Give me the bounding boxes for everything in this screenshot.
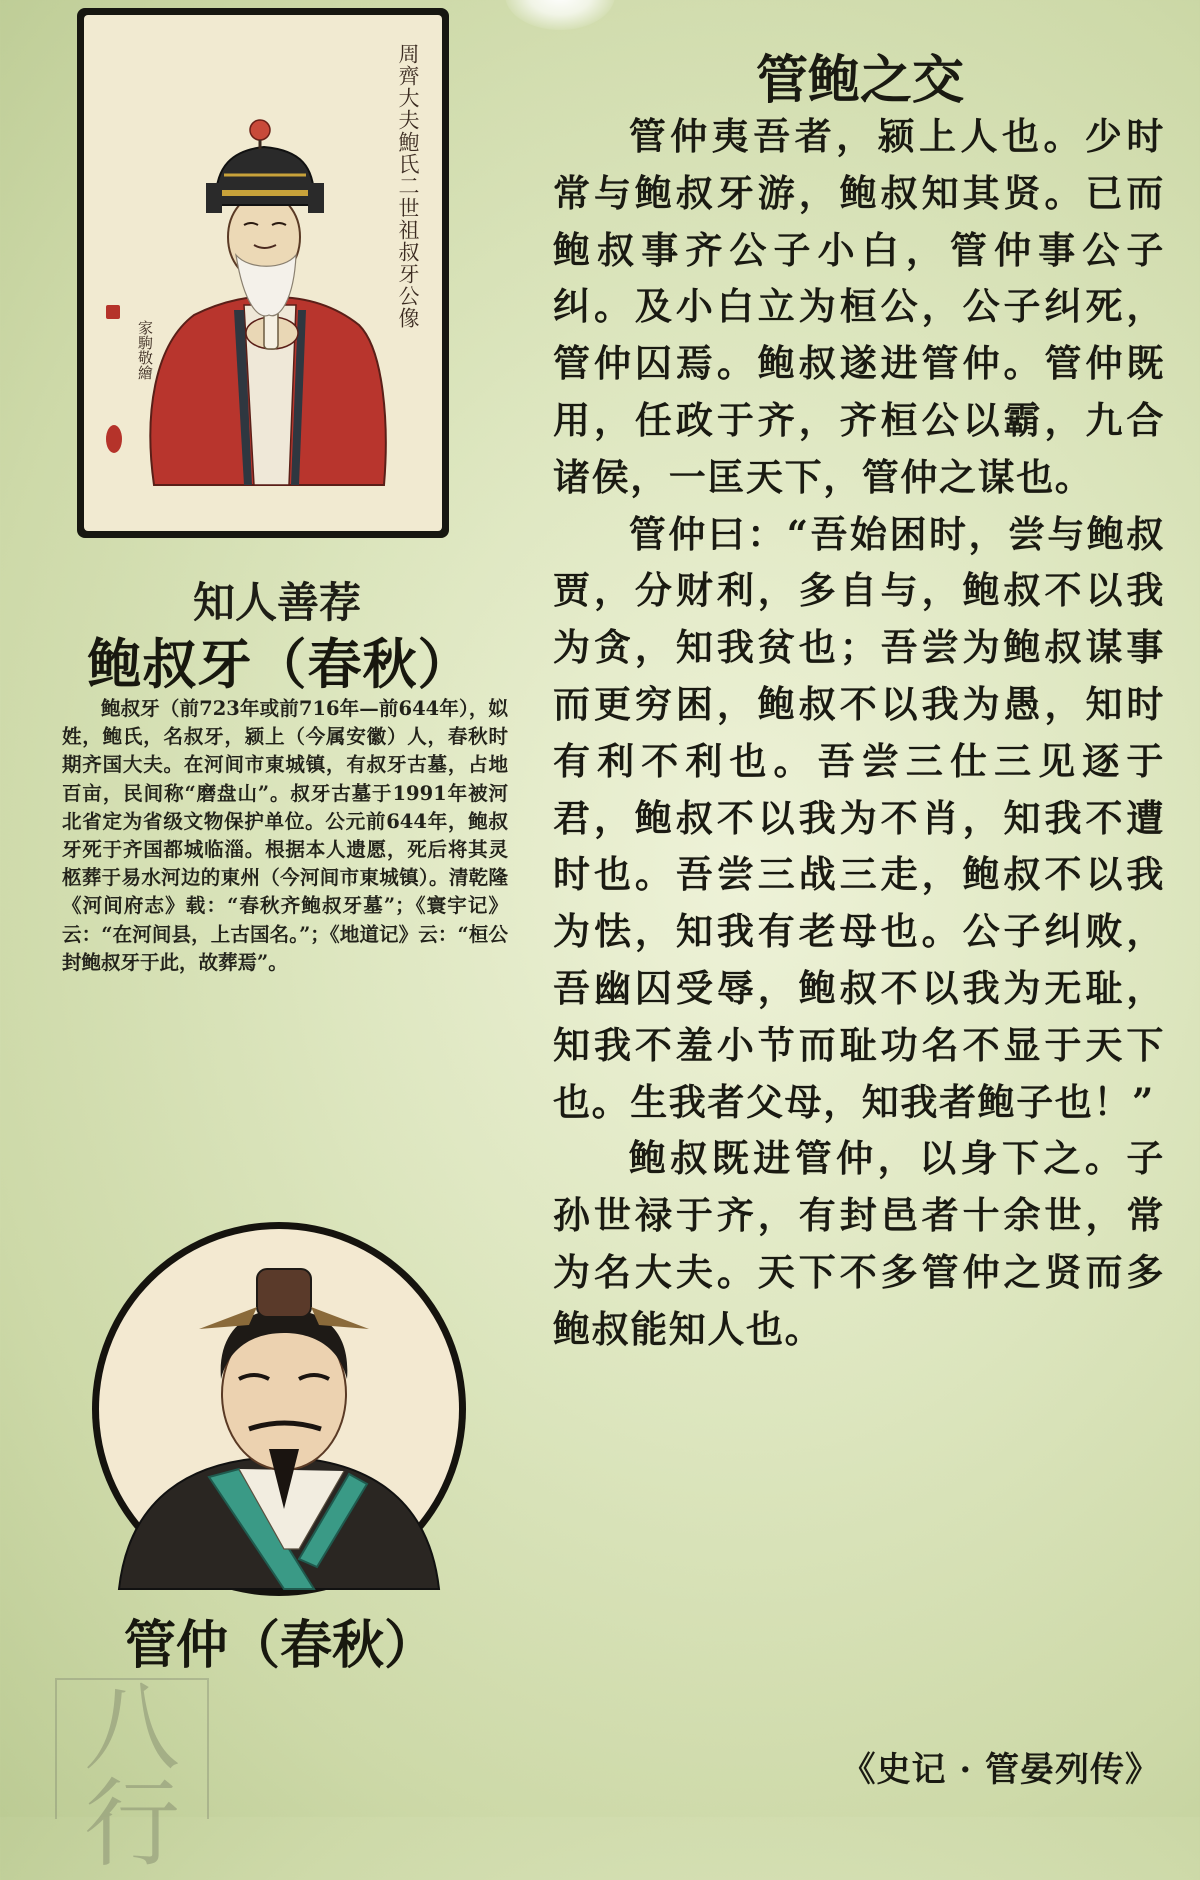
essay-paragraph: 管仲夷吾者，颍上人也。少时常与鲍叔牙游，鲍叔知其贤。已而鲍叔事齐公子小白，管仲事公子纠。及小白立为桓公，公子纠死，管仲囚焉。鲍叔遂进管仲。管仲既用，任政于齐，齐桓公以霸，九合诸侯，一匡天下，管仲之谋也。 — [553, 114, 1165, 499]
red-seal-icon — [106, 305, 120, 319]
guan-zhong-portrait — [92, 1222, 466, 1596]
bao-shuya-name: 鲍叔牙（春秋） — [87, 633, 473, 696]
painter-signature: 家駒敬繪 — [136, 320, 154, 380]
bao-shuya-figure — [84, 15, 442, 531]
bao-shuya-portrait — [77, 8, 449, 538]
bao-shuya-biography: 鲍叔牙（前723年或前716年—前644年），姒姓，鲍氏，名叔牙，颍上（今属安徽）人，春秋时期齐国大夫。在河间市東城镇，有叔牙古墓，占地百亩，民间称“磨盘山”。叔牙古墓于1991年被河北省定为省级文物保护单位。公元前644年，鲍叔牙死于齐国都城临淄。根据本人遗愿，死后将其灵柩葬于易水河边的東州（今河间市東城镇）。清乾隆《河间府志》载：“春秋齐鲍叔牙墓”；《寰宇记》云：“在河间县，上古国名。”；《地道记》云：“桓公封鲍叔牙于此，故葬焉”。 — [62, 697, 508, 974]
red-seal-icon — [106, 425, 122, 453]
faded-adjacent-panel-text: 八行 — [55, 1678, 209, 1819]
portrait-caption: 周齊大夫鮑氏二世祖叔牙公像 — [396, 43, 420, 329]
essay-body — [553, 108, 1165, 1358]
source-citation: 《史记 · 管晏列传》 — [841, 1750, 1160, 1790]
essay-paragraph: 鲍叔既进管仲，以身下之。子孙世禄于齐，有封邑者十余世，常为名大夫。天下不多管仲之贤而多鲍叔能知人也。 — [553, 1136, 1165, 1351]
guan-zhong-figure — [99, 1229, 459, 1589]
light-glare — [505, 0, 615, 30]
bao-section-heading: 知人善荐 — [192, 578, 361, 627]
essay-paragraph: 管仲曰：“吾始困时，尝与鲍叔贾，分财利，多自与，鲍叔不以我为贪，知我贫也；吾尝为鲍叔谋事而更穷困，鲍叔不以我为愚，知时有利不利也。吾尝三仕三见逐于君，鲍叔不以我为不肖，知我不遭时也。吾尝三战三走，鲍叔不以我为怯，知我有老母也。公子纠败，吾幽囚受辱，鲍叔不以我为无耻，知我不羞小节而耻功名不显于天下也。生我者父母，知我者鲍子也！” — [553, 511, 1165, 1124]
essay-title: 管鲍之交 — [755, 51, 964, 111]
portrait-painting — [84, 15, 442, 531]
guan-zhong-name: 管仲（春秋） — [123, 1616, 436, 1676]
